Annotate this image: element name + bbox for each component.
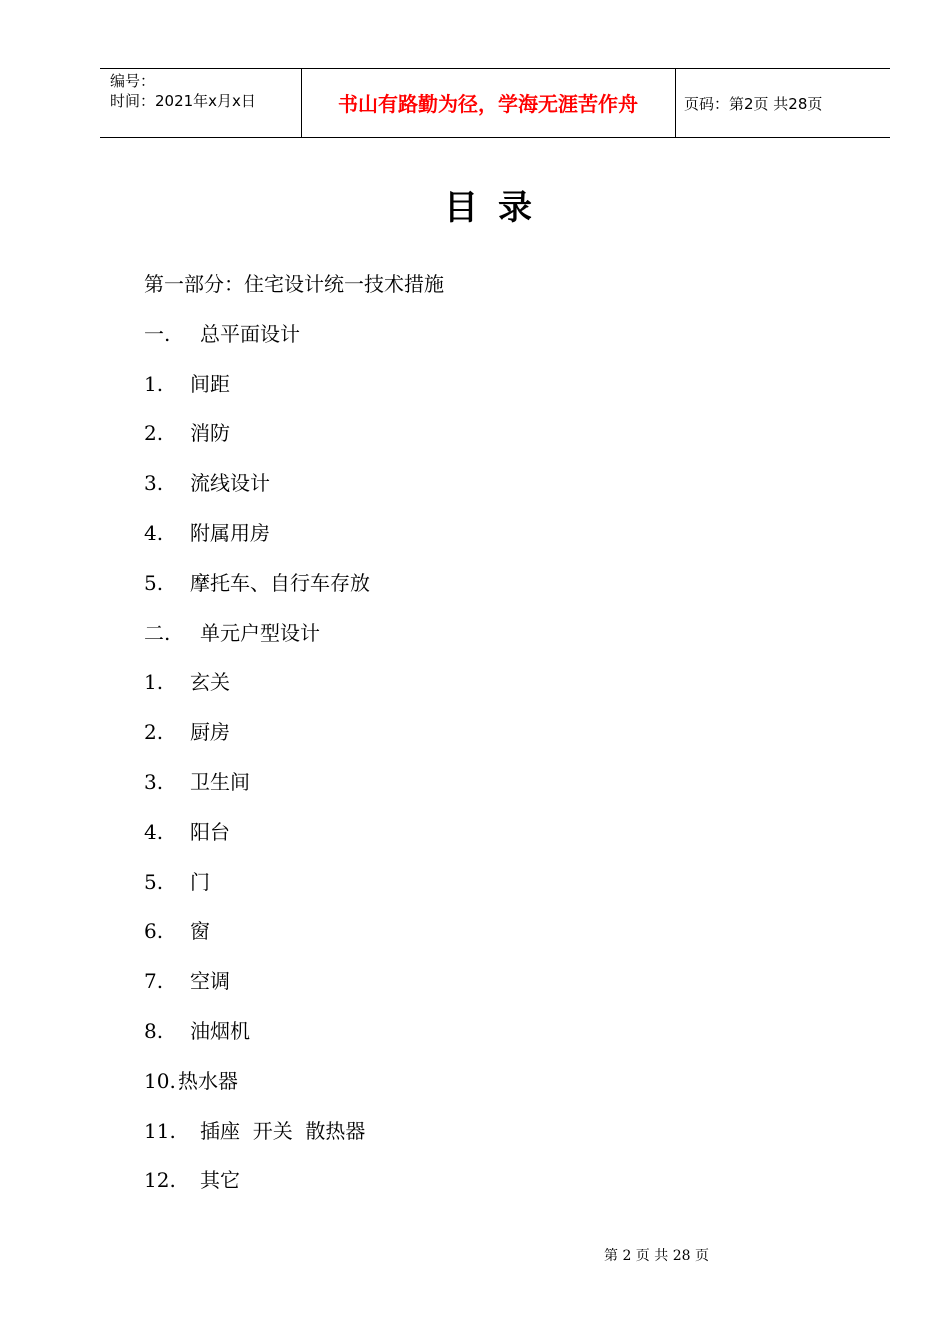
toc-number: 5. <box>144 570 164 595</box>
toc-number: 5. <box>144 869 164 894</box>
time-label: 时间：2021年x月x日 <box>110 92 256 110</box>
toc-item <box>144 915 444 965</box>
header-page-code: 页码：第2页 共28页 <box>684 95 823 113</box>
toc-number: 一. <box>144 321 171 346</box>
header-divider-right <box>675 69 676 137</box>
toc-text: 摩托车、自行车存放 <box>190 570 370 595</box>
toc-text: 总平面设计 <box>200 321 300 346</box>
toc-text: 插座 开关 散热器 <box>200 1118 366 1143</box>
toc-text: 油烟机 <box>190 1018 250 1043</box>
toc-number: 2. <box>144 720 164 745</box>
toc-number: 11. <box>144 1118 176 1143</box>
toc-number: 1. <box>144 670 164 695</box>
toc-part-text: 第一部分：住宅设计统一技术措施 <box>144 272 444 296</box>
toc-text: 玄关 <box>190 670 230 695</box>
toc-number: 4. <box>144 819 164 844</box>
toc-section-heading <box>144 318 444 368</box>
toc-section-heading <box>144 617 444 667</box>
toc-item <box>144 866 444 916</box>
toc-item <box>144 965 444 1015</box>
toc-number: 3. <box>144 769 164 794</box>
toc-item <box>144 517 444 567</box>
toc-text: 流线设计 <box>190 471 270 496</box>
toc-number: 4. <box>144 520 164 545</box>
toc-text: 单元户型设计 <box>200 620 320 645</box>
toc-number: 6. <box>144 919 164 944</box>
toc-item <box>144 567 444 617</box>
toc-number: 二. <box>144 620 171 645</box>
toc-number: 3. <box>144 471 164 496</box>
toc-item <box>144 368 444 418</box>
toc-number: 10. <box>144 1068 176 1093</box>
toc-item <box>144 816 444 866</box>
toc-item <box>144 766 444 816</box>
toc-item <box>144 1015 444 1065</box>
toc-item <box>144 1115 444 1165</box>
toc-item <box>144 716 444 766</box>
page-header <box>100 68 890 138</box>
toc-number: 2. <box>144 421 164 446</box>
toc-item <box>144 666 444 716</box>
toc-text: 卫生间 <box>190 769 250 794</box>
toc-number: 7. <box>144 969 164 994</box>
toc-text: 窗 <box>190 919 210 944</box>
toc-item <box>144 1164 444 1214</box>
number-label: 编号： <box>110 72 156 90</box>
table-of-contents <box>144 268 444 1214</box>
toc-item <box>144 467 444 517</box>
header-meta <box>110 71 256 111</box>
toc-number: 12. <box>144 1168 176 1193</box>
page-title: 目录 <box>444 188 552 228</box>
page-footer: 第 2 页 共 28 页 <box>604 1248 709 1264</box>
toc-text: 附属用房 <box>190 520 270 545</box>
toc-text: 厨房 <box>190 720 230 745</box>
toc-text: 门 <box>190 869 210 894</box>
toc-text: 热水器 <box>178 1068 238 1093</box>
toc-item <box>144 417 444 467</box>
toc-number: 1. <box>144 371 164 396</box>
toc-text: 阳台 <box>190 819 230 844</box>
header-motto: 书山有路勤为径，学海无涯苦作舟 <box>338 92 638 116</box>
toc-part-heading <box>144 268 444 318</box>
toc-number: 8. <box>144 1018 164 1043</box>
toc-text: 空调 <box>190 969 230 994</box>
toc-text: 间距 <box>190 371 230 396</box>
toc-text: 其它 <box>200 1168 240 1193</box>
toc-item <box>144 1065 444 1115</box>
toc-text: 消防 <box>190 421 230 446</box>
